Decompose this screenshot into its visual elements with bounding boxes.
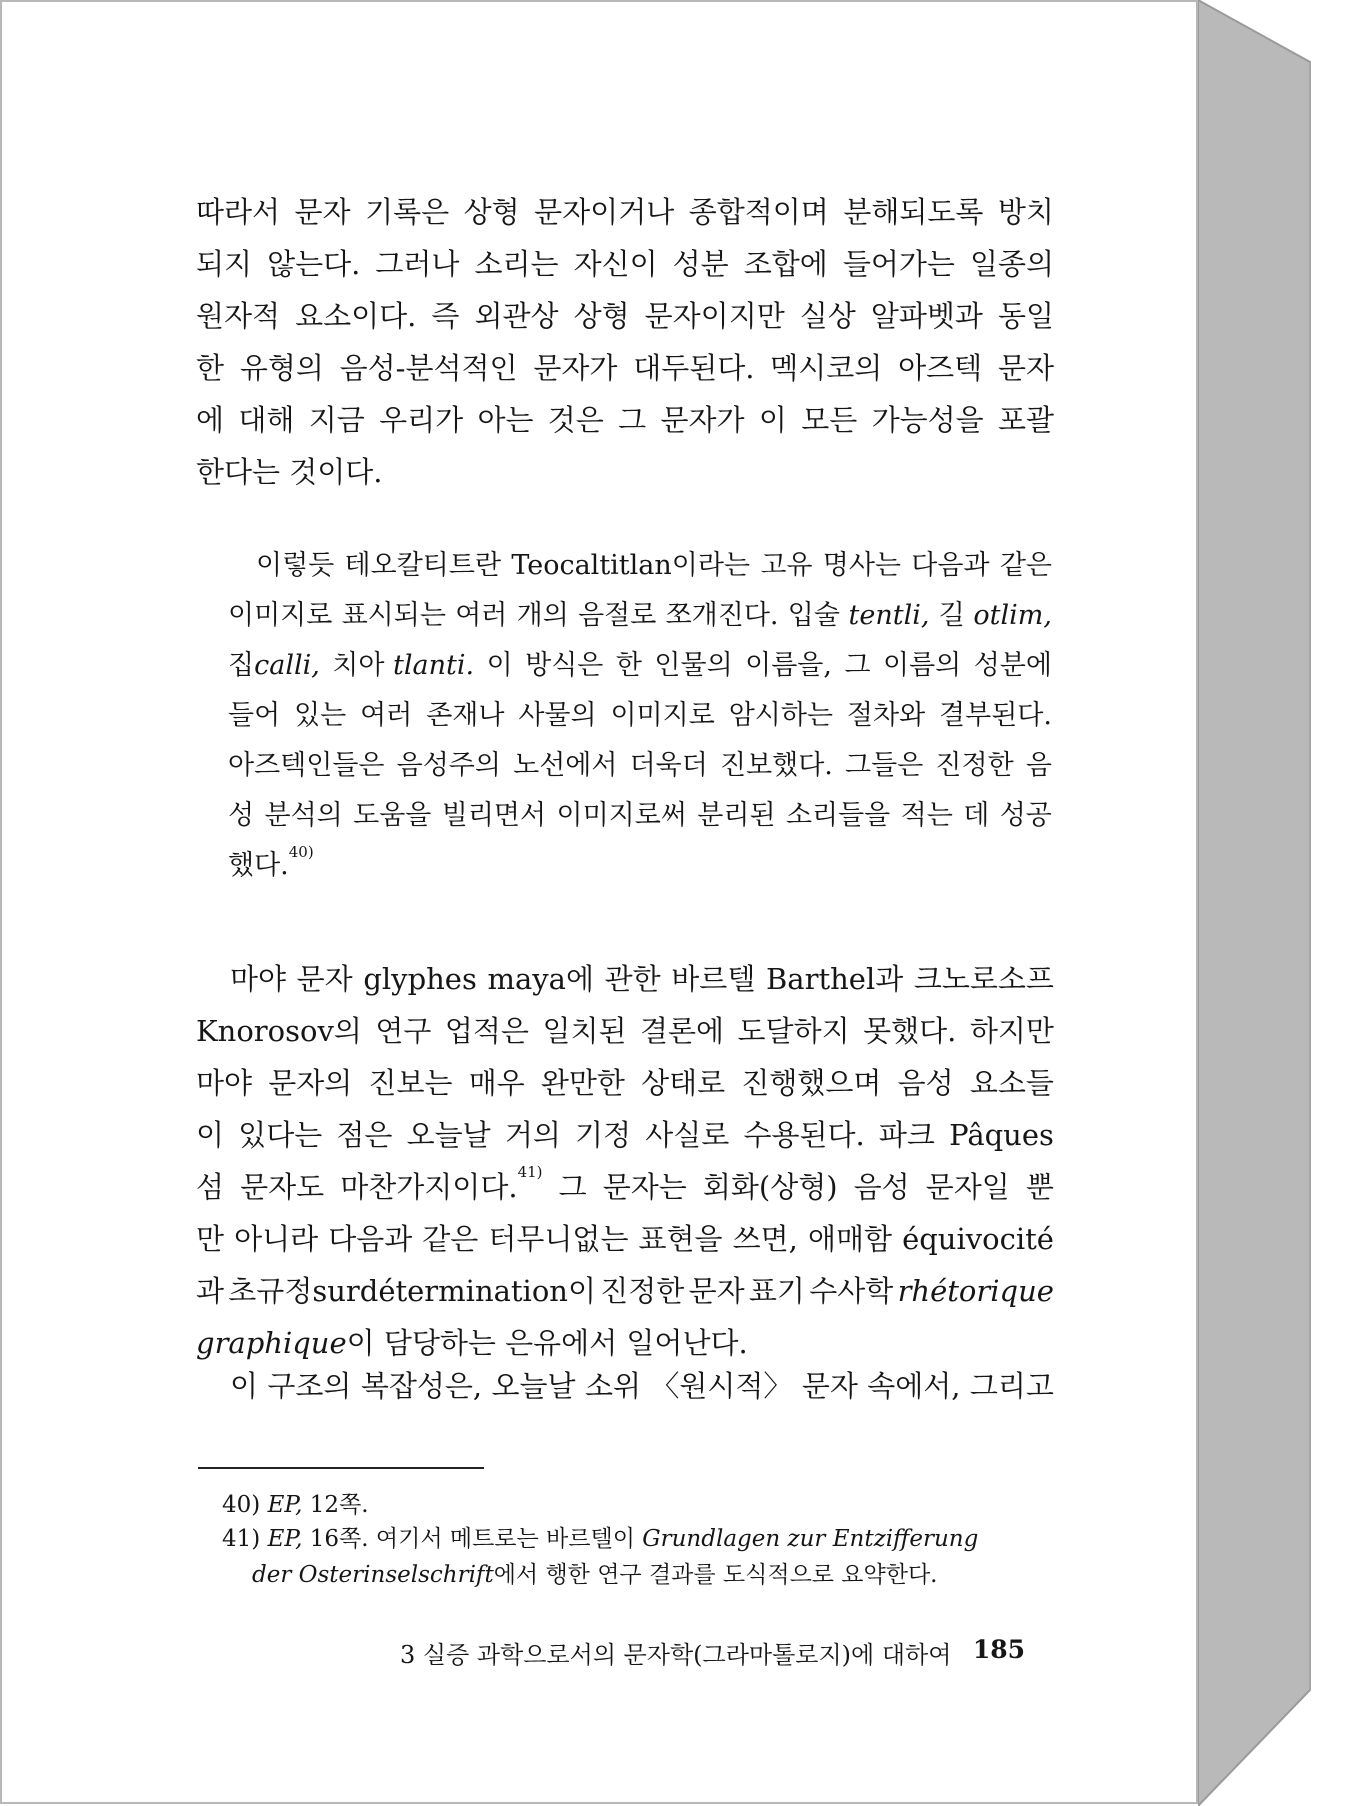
text-line: graphique 이 담당하는 은유에서 일어난다.: [196, 1326, 748, 1360]
text-line: 섬 문자도 마찬가지이다.$^{41)}$ 그 문자는 회화(상형) 음성 문자일 뿐: [196, 1163, 1054, 1204]
book-spine-edge: [1198, 0, 1354, 1806]
footnote-41: 41) EP, 16쪽. 여기서 메트로는 바르텔이 Grundlagen zur Entzifferung: [222, 1526, 979, 1552]
text-line: 만 아니라 다음과 같은 터무니없는 표현을 쓰면, 애매함 équivocité: [196, 1222, 1054, 1256]
text-line: 이렇듯 테오칼티트란 Teocaltitlan이라는 고유 명사는 다음과 같은: [256, 550, 1052, 581]
paragraph-1: [196, 186, 1054, 498]
paragraph-3: [196, 1360, 1054, 1412]
page-number: 185: [972, 1635, 1025, 1664]
chapter-title: 3 실증 과학으로서의 문자학(그라마톨로지)에 대하여: [400, 1641, 952, 1669]
footnote-divider: [198, 1467, 484, 1469]
text-line: 아즈텍인들은 음성주의 노선에서 더욱더 진보했다. 그들은 진정한 음: [228, 750, 1052, 781]
block-quote: [228, 541, 1052, 891]
text-line: 이 구조의 복잡성은, 오늘날 소위 〈원시적〉 문자 속에서, 그리고: [230, 1369, 1054, 1403]
text-line: 따라서 문자 기록은 상형 문자이거나 종합적이며 분해되도록 방치: [196, 195, 1054, 229]
text-line: 에 대해 지금 우리가 아는 것은 그 문자가 이 모든 가능성을 포괄: [196, 403, 1054, 437]
text-line: 되지 않는다. 그러나 소리는 자신이 성분 조합에 들어가는 일종의: [196, 247, 1054, 281]
footnote-41-continued: der Osterinselschrift에서 행한 연구 결과를 도식적으로 요약한다.: [252, 1562, 938, 1588]
text-line: 집calli, 치아 tlanti. 이 방식은 한 인물의 이름을, 그 이름의 성분에: [228, 650, 1052, 681]
text-line: 들어 있는 여러 존재나 사물의 이미지로 암시하는 절차와 결부된다.: [228, 700, 1052, 731]
footnote-40: 40) EP, 12쪽.: [222, 1492, 369, 1518]
text-line: 과 초규정surdétermination이 진정한 문자 표기 수사학 rhétorique: [196, 1274, 1054, 1308]
footnote-ref-40: 40): [288, 843, 314, 861]
text-line: 한다는 것이다.: [196, 455, 383, 489]
text-line: 마야 문자의 진보는 매우 완만한 상태로 진행했으며 음성 요소들: [196, 1066, 1054, 1100]
text-line: 했다. $^{40)}$: [228, 841, 1052, 891]
footnote-ref-41: 41): [517, 1163, 543, 1181]
text-line: 성 분석의 도움을 빌리면서 이미지로써 분리된 소리들을 적는 데 성공: [228, 800, 1052, 831]
paragraph-2: [196, 953, 1054, 1369]
text-line: Knorosov의 연구 업적은 일치된 결론에 도달하지 못했다. 하지만: [196, 1014, 1054, 1048]
text-line: 한 유형의 음성-분석적인 문자가 대두된다. 멕시코의 아즈텍 문자: [196, 351, 1054, 385]
text-line: 이미지로 표시되는 여러 개의 음절로 쪼개진다. 입술 tentli, 길 otlim,: [228, 600, 1052, 631]
running-footer: [400, 1635, 1025, 1670]
text-line: 원자적 요소이다. 즉 외관상 상형 문자이지만 실상 알파벳과 동일: [196, 299, 1054, 333]
text-line: 마야 문자 glyphes maya에 관한 바르텔 Barthel과 크노로소프: [230, 962, 1054, 996]
text-line: 이 있다는 점은 오늘날 거의 기정 사실로 수용된다. 파크 Pâques: [196, 1118, 1054, 1152]
